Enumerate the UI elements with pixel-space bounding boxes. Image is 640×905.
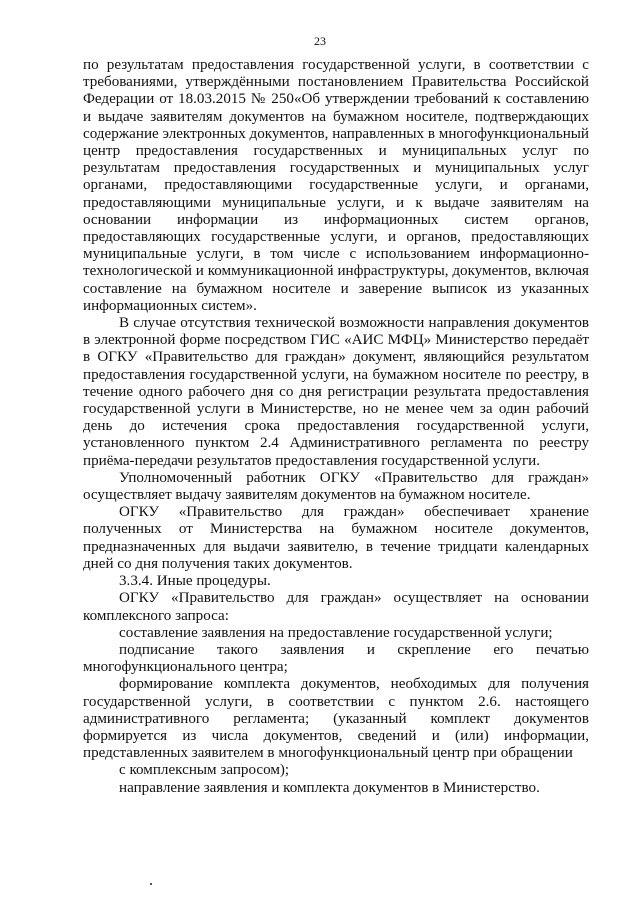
paragraph-storage: ОГКУ «Правительство для граждан» обеспечивает хранение полученных от Министерства на бумажном носителе документов, предназначенных для выдачи заявителю, в течение тридцати календарных дней со дня получения таких документов. [83,504,589,572]
section-heading-other-procedures: 3.3.4. Иные процедуры. [119,573,271,590]
list-item-form-document-set: формирование комплекта документов, необходимых для получения государственной услуги, в соответствии с пунктом 2.6. настоящего административного регламента; (указанный комплект документов формируется из числа документов, сведений и (или) информации, представленных заявителем в многофункциональный центр при обращении [83,676,589,762]
list-item-send-to-ministry: направление заявления и комплекта документов в Министерство. [119,779,540,796]
scan-speck [150,883,152,885]
paragraph-result-delivery-requirements: по результатам предоставления государственной услуги, в соответствии с требованиями, утверждёнными постановлением Правительства Российской Федерации от 18.03.2015 № 250«Об утверждении требований к составлению и выдаче заявителям документов на бумажном носителе, подтверждающих содержание электронных документов, направленных в многофункциональный центр предоставления государственных и муниципальных услуг по результатам предоставления государственных и муниципальных услуг органами, предоставляющими государственные услуги, и органами, предоставляющими муниципальные услуги, и к выдаче заявителям на основании информации из информационных систем органов, предоставляющих государственные услуги, и органов, предоставляющих муниципальные услуги, в том числе с использованием информационно-технологической и коммуникационной инфраструктуры, документов, включая составление на бумажном носителе и заверение выписок из указанных информационных систем». [83,57,589,314]
paragraph-authorized-employee: Уполномоченный работник ОГКУ «Правительство для граждан» осуществляет выдачу заявителям документов на бумажном носителе. [83,469,589,504]
paragraph-no-technical-possibility: В случае отсутствия технической возможности направления документов в электронной форме посредством ГИС «АИС МФЦ» Министерство передаёт в ОГКУ «Правительство для граждан» документ, являющийся результатом предоставления государственной услуги, на бумажном носителе по реестру, в течение одного рабочего дня со дня регистрации результата предоставления государственной услуги в Министерстве, но не менее чем за один рабочий день до истечения срока предоставления государственной услуги, установленного пунктом 2.4 Административного регламента по реестру приёма-передачи результатов предоставления государственной услуги. [83,315,589,469]
list-item-complex-request-continuation: с комплексным запросом); [119,762,290,779]
list-item-compose-application: составление заявления на предоставление государственной услуги; [119,624,553,641]
document-body [83,57,589,797]
paragraph-complex-request-intro: ОГКУ «Правительство для граждан» осуществляет на основании комплексного запроса: [83,590,589,624]
page-number: 23 [314,34,326,48]
list-item-sign-application: подписание такого заявления и скрепление его печатью многофункционального центра; [83,641,589,676]
